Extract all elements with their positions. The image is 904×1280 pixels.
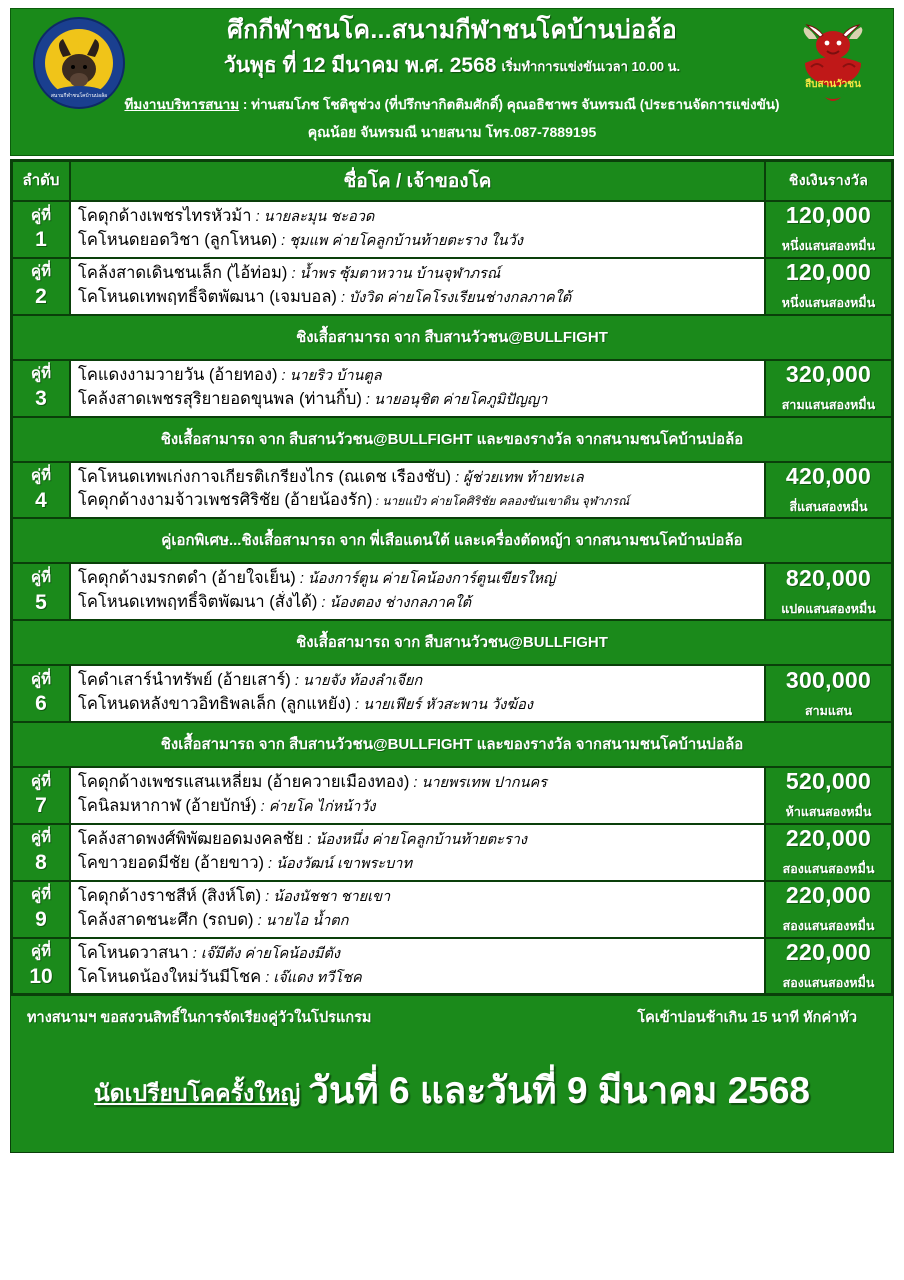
svg-text:สนามกีฬาชนโคบ้านบ่อล้อ: สนามกีฬาชนโคบ้านบ่อล้อ — [50, 93, 108, 99]
bull-a-name-line — [78, 885, 758, 909]
event-date: วันพุธ ที่ 12 มีนาคม พ.ศ. 2568 — [223, 54, 497, 78]
match-pair-label: คู่ที่ — [31, 206, 51, 224]
match-order-cell — [12, 201, 70, 258]
staff-line — [19, 93, 885, 115]
staff-label: ทีมงานบริหารสนาม — [124, 97, 240, 113]
red-bull-sueb-san-wua-chon-logo — [787, 15, 879, 111]
bull-b-name-line — [78, 489, 758, 513]
prize-amount-in-words: สองแสนสองหมื่น — [782, 976, 875, 991]
bull-a-name-line — [78, 466, 758, 490]
bull-names-cell — [70, 360, 765, 417]
column-header-order-label: ลำดับ — [22, 172, 60, 190]
bull-b-name-line — [78, 852, 758, 876]
bull-a-name: โคดุกด้างมรกตดำ (อ้ายใจเย็น) — [78, 569, 296, 588]
match-order-cell — [12, 824, 70, 881]
sponsor-banner-row: ชิงเสื้อสามารถ จาก สืบสานวัวชน@BULLFIGHT — [12, 315, 892, 360]
bull-b-name-line — [78, 229, 758, 253]
event-start-time-note: เริ่มทำการแข่งขันเวลา 10.00 น. — [501, 59, 681, 75]
bull-b-name-line — [78, 286, 758, 310]
prize-cell — [765, 881, 892, 938]
bull-a-name-line — [78, 669, 758, 693]
match-pair-label: คู่ที่ — [31, 829, 51, 847]
match-pair-label: คู่ที่ — [31, 263, 51, 281]
bull-a-name: โคดุกด้างเพชรแสนเหลี่ยม (อ้ายควายเมืองทอง) — [78, 773, 410, 792]
title-block — [19, 15, 885, 82]
bull-a-name: โคแดงงามวายวัน (อ้ายทอง) — [78, 365, 278, 384]
bull-names-cell — [70, 258, 765, 315]
staff-contact-line: คุณน้อย จันทรมณี นายสนาม โทร.087-7889195 — [307, 124, 597, 141]
match-order-cell — [12, 360, 70, 417]
bull-b-name: โคโหนดน้องใหม่วันมีโชค — [78, 967, 262, 986]
column-header-prize-label: ชิงเงินรางวัล — [788, 172, 869, 188]
prize-amount-in-words: สามแสน — [804, 703, 853, 718]
bull-a-owner: : ผู้ช่วยเทพ ท้ายทะเล — [451, 469, 584, 486]
prize-amount-in-words: สี่แสนสองหมื่น — [789, 499, 868, 514]
prize-amount-in-words: สองแสนสองหมื่น — [782, 862, 875, 877]
sponsor-banner-row: คู่เอกพิเศษ...ชิงเสื้อสามารถ จาก พี่เสือแดนใต้ และเครื่องตัดหญ้า จากสนามชนโคบ้านบ่อล้อ — [12, 518, 892, 563]
table-row — [12, 360, 892, 417]
match-number: 7 — [35, 794, 47, 818]
table-row — [12, 767, 892, 824]
bull-names-cell — [70, 881, 765, 938]
bull-b-owner: : นายอนุชิต ค่ายโคภูมิปัญญา — [361, 391, 548, 408]
prize-cell — [765, 462, 892, 519]
bull-a-owner: : นายริว บ้านตูล — [277, 367, 382, 384]
prize-cell — [765, 201, 892, 258]
bull-b-owner: : น้องวัฒน์ เขาพระบาท — [263, 855, 413, 872]
prize-amount: 820,000 — [785, 564, 872, 591]
bull-a-owner: : น้องนัชชา ชายเขา — [261, 888, 391, 905]
sponsor-banner-row: ชิงเสื้อสามารถ จาก สืบสานวัวชน@BULLFIGHT — [12, 620, 892, 665]
match-schedule-table — [10, 159, 894, 996]
next-event-announcement — [27, 1061, 877, 1120]
bull-b-name-line — [78, 388, 758, 412]
table-row — [12, 563, 892, 620]
bull-b-owner: : บังวิด ค่ายโคโรงเรียนช่างกลภาคใต้ — [336, 289, 572, 306]
bull-b-name: โคนิลมหากาฬ (อ้ายบักษ์) — [78, 796, 257, 815]
match-pair-label: คู่ที่ — [31, 943, 51, 961]
bull-names-cell — [70, 462, 765, 519]
poster-header — [10, 8, 894, 156]
prize-cell — [765, 360, 892, 417]
page-title: ศึกกีฬาชนโค...สนามกีฬาชนโคบ้านบ่อล้อ — [227, 16, 677, 44]
bull-b-owner: : เจ๊แดง ทวีโชค — [261, 969, 362, 986]
bull-names-cell — [70, 665, 765, 722]
match-pair-label: คู่ที่ — [31, 772, 51, 790]
prize-amount: 220,000 — [785, 939, 872, 966]
prize-amount-in-words: หนึ่งแสนสองหมื่น — [781, 296, 876, 311]
bull-b-name: โคล้งสาดชนะศึก (รถบด) — [78, 910, 254, 929]
table-row — [12, 824, 892, 881]
prize-cell — [765, 938, 892, 995]
prize-cell — [765, 258, 892, 315]
match-number: 4 — [35, 488, 47, 512]
table-row — [12, 201, 892, 258]
bull-b-name: โคดุกด้างงามจ้าวเพชรศิริชัย (อ้ายน้องรัก) — [78, 491, 373, 510]
sponsor-banner-row: ชิงเสื้อสามารถ จาก สืบสานวัวชน@BULLFIGHT และของรางวัล จากสนามชนโคบ้านบ่อล้อ — [12, 722, 892, 767]
bull-a-name-line — [78, 828, 758, 852]
bull-b-owner: : นายเฟียร์ หัวสะพาน วังฆ้อง — [350, 697, 533, 714]
bull-b-owner: : น้องตอง ช่างกลภาคใต้ — [317, 595, 472, 612]
staff-names: : ท่านสมโภช โชติชูช่วง (ที่ปรึกษากิตติมศักดิ์) คุณอธิชาพร จันทรมณี (ประธานจัดการแข่งขัน) — [239, 97, 780, 113]
match-number: 1 — [35, 228, 47, 252]
match-pair-label: คู่ที่ — [31, 886, 51, 904]
match-pair-label: คู่ที่ — [31, 365, 51, 383]
prize-cell — [765, 563, 892, 620]
bull-head-emblem-logo — [33, 17, 125, 109]
bull-b-name-line — [78, 795, 758, 819]
bull-a-name-line — [78, 567, 758, 591]
prize-amount: 120,000 — [785, 259, 872, 286]
bull-a-name-line — [78, 771, 758, 795]
prize-amount-in-words: แปดแสนสองหมื่น — [781, 601, 876, 616]
bull-a-name-line — [78, 262, 758, 286]
bull-a-name: โคดำเสาร์นำทรัพย์ (อ้ายเสาร์) — [78, 671, 291, 690]
bull-a-name: โคล้งสาดเดินชนเล็ก (ไอ้ท่อม) — [78, 263, 288, 282]
bull-a-owner: : เจ๊มีตัง ค่ายโคน้องมีตัง — [188, 945, 340, 962]
bull-names-cell — [70, 938, 765, 995]
bull-a-name-line — [78, 364, 758, 388]
match-number: 6 — [35, 692, 47, 716]
table-row — [12, 881, 892, 938]
bull-b-name-line — [78, 693, 758, 717]
next-event-lead: นัดเปรียบโคครั้งใหญ่ — [93, 1080, 301, 1107]
bull-a-name: โคโหนดเทพเก่งกาจเกียรติเกรียงไกร (ณเดช เรืองชับ) — [78, 467, 452, 486]
match-pair-label: คู่ที่ — [31, 467, 51, 485]
table-body — [12, 201, 892, 994]
bull-a-owner: : น้ำพร ซุ้มตาหวาน บ้านจุฬาภรณ์ — [287, 265, 501, 282]
prize-amount: 520,000 — [785, 768, 872, 795]
bull-b-name-line — [78, 909, 758, 933]
prize-amount-in-words: สองแสนสองหมื่น — [782, 919, 875, 934]
table-row — [12, 665, 892, 722]
bull-names-cell — [70, 201, 765, 258]
prize-cell — [765, 665, 892, 722]
match-order-cell — [12, 938, 70, 995]
table-row — [12, 462, 892, 519]
bull-b-name: โคโหนดเทพฤทธิ์จิตพัฒนา (เจมบอล) — [78, 287, 337, 306]
match-number: 8 — [35, 851, 47, 875]
bull-a-owner: : นายจัง ท้องลำเจียก — [290, 673, 423, 690]
bull-b-owner: : ชุมแพ ค่ายโคลูกบ้านท้ายตะราง ในวัง — [277, 232, 523, 249]
match-number: 9 — [35, 908, 47, 932]
match-pair-label: คู่ที่ — [31, 568, 51, 586]
column-header-names: ชื่อโค / เจ้าของโค — [70, 161, 765, 201]
match-order-cell — [12, 665, 70, 722]
bull-b-name: โคโหนดยอดวิชา (ลูกโหนด) — [78, 230, 278, 249]
bull-a-owner: : น้องหนึ่ง ค่ายโคลูกบ้านท้ายตะราง — [303, 831, 527, 848]
svg-text:สืบสานวัวชน: สืบสานวัวชน — [805, 79, 861, 90]
prize-cell — [765, 824, 892, 881]
prize-amount-in-words: ห้าแสนสองหมื่น — [785, 805, 872, 820]
bull-a-name-line — [78, 942, 758, 966]
next-event-date: วันที่ 6 และวันที่ 9 มีนาคม 2568 — [308, 1070, 811, 1112]
bull-names-cell — [70, 824, 765, 881]
match-order-cell — [12, 767, 70, 824]
prize-amount-in-words: หนึ่งแสนสองหมื่น — [781, 239, 876, 254]
footer-notes — [27, 1006, 877, 1029]
sponsor-banner-row: ชิงเสื้อสามารถ จาก สืบสานวัวชน@BULLFIGHT และของรางวัล จากสนามชนโคบ้านบ่อล้อ — [12, 417, 892, 462]
footer-note-left: ทางสนามฯ ขอสงวนสิทธิ์ในการจัดเรียงคู่วัวในโปรแกรม — [27, 1010, 372, 1027]
bull-a-owner: : น้องการ์ตูน ค่ายโคน้องการ์ตูนเขียรใหญ่ — [295, 571, 556, 588]
prize-amount: 420,000 — [785, 462, 872, 489]
bull-b-name-line — [78, 966, 758, 990]
bull-b-name: โคล้งสาดเพชรสุริยายอดขุนพล (ท่านกิ๊บ) — [78, 389, 362, 408]
match-number: 5 — [35, 590, 47, 614]
bull-a-owner: : นายละมุน ชะอวด — [251, 209, 375, 225]
bottom-spacer — [10, 1153, 894, 1159]
bull-a-name-line — [78, 205, 758, 229]
prize-amount: 300,000 — [785, 666, 872, 693]
bull-b-owner: : นายแป้ว ค่ายโคศิริชัย คลองขันเขาดิน จุฬาภรณ์ — [372, 494, 630, 509]
match-pair-label: คู่ที่ — [31, 670, 51, 688]
match-number: 3 — [35, 386, 47, 410]
table-header-row — [12, 161, 892, 201]
bull-names-cell — [70, 767, 765, 824]
bull-b-name: โคโหนดเทพฤทธิ์จิตพัฒนา (สั่งได้) — [78, 593, 318, 612]
match-number: 2 — [35, 285, 47, 309]
footer-note-right: โคเข้าบ่อนช้าเกิน 15 นาที หักค่าหัว — [637, 1010, 857, 1027]
table-row — [12, 258, 892, 315]
match-order-cell — [12, 462, 70, 519]
prize-amount: 220,000 — [785, 882, 872, 909]
bull-a-owner: : นายพรเทพ ปากนคร — [409, 775, 547, 792]
bull-b-name: โคโหนดหลังขาวอิทธิพลเล็ก (ลูกแหยัง) — [78, 695, 351, 714]
match-order-cell — [12, 258, 70, 315]
bull-a-name: โคโหนดวาสนา — [78, 943, 189, 962]
prize-amount: 320,000 — [785, 361, 872, 388]
match-number: 10 — [29, 964, 53, 988]
bull-names-cell — [70, 563, 765, 620]
poster-footer — [10, 996, 894, 1153]
bull-b-owner: : ค่ายโค ไก่หน้าวัง — [256, 798, 376, 815]
bull-b-name: โคขาวยอดมีชัย (อ้ายขาว) — [78, 853, 264, 872]
match-order-cell — [12, 563, 70, 620]
bull-b-owner: : นายไอ น้ำตก — [253, 912, 349, 929]
column-header-order — [12, 161, 70, 201]
prize-amount-in-words: สามแสนสองหมื่น — [781, 398, 876, 413]
bull-b-name-line — [78, 591, 758, 615]
bull-a-name: โคล้งสาดพงศ์พิพัฒยอดมงคลชัย — [78, 829, 304, 848]
prize-amount: 120,000 — [785, 202, 872, 229]
bull-a-name: โคดุกด้างราชสีห์ (สิงห์โต) — [78, 886, 262, 905]
table-row — [12, 938, 892, 995]
prize-cell — [765, 767, 892, 824]
prize-amount: 220,000 — [785, 825, 872, 852]
match-order-cell — [12, 881, 70, 938]
event-date-line — [89, 49, 815, 82]
column-header-prize — [765, 161, 892, 201]
bull-a-name: โคดุกด้างเพชรไทรหัวม้า — [78, 207, 252, 225]
